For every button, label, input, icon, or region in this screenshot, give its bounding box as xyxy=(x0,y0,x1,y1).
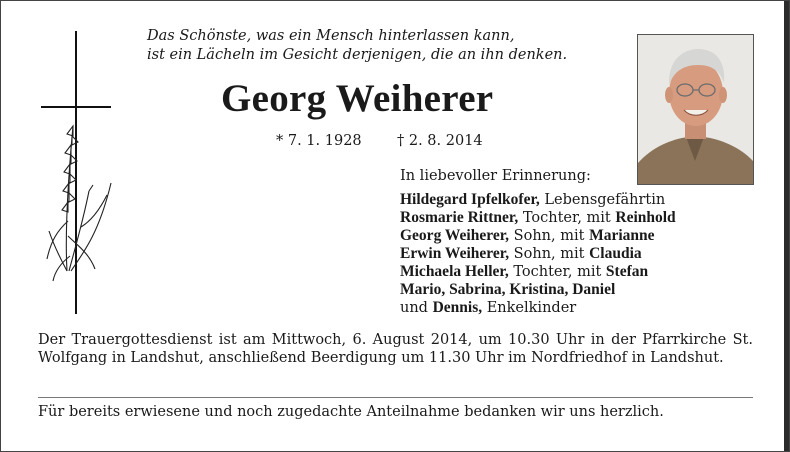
mourner-line xyxy=(400,263,740,281)
mourner-relation: Tochter, mit xyxy=(518,210,616,226)
mourner-name: Georg Weiherer, xyxy=(400,227,510,244)
birth-date: * 7. 1. 1928 xyxy=(276,133,362,149)
cross-with-wheat-icon xyxy=(37,31,117,321)
memorial-quote xyxy=(147,27,617,65)
mourner-partner: Dennis, xyxy=(432,299,483,316)
remembrance-intro: In liebevoller Erinnerung: xyxy=(400,168,591,184)
mourner-relation: Sohn, mit xyxy=(509,246,590,262)
mourner-relation: Sohn, mit xyxy=(509,228,590,244)
mourner-partner: Reinhold xyxy=(615,209,676,226)
frame-edge xyxy=(784,1,789,451)
portrait-photo xyxy=(637,34,754,185)
mourner-name: Erwin Weiherer, xyxy=(400,245,510,262)
mourner-name: Hildegard Ipfelkofer, xyxy=(400,191,540,208)
quote-line-2: ist ein Lächeln im Gesicht derjenigen, die an ihn denken. xyxy=(147,47,568,63)
mourner-line xyxy=(400,209,740,227)
death-date: † 2. 8. 2014 xyxy=(397,133,483,149)
mourner-partner: Marianne xyxy=(589,227,655,244)
mourner-line xyxy=(400,191,740,209)
life-dates xyxy=(276,133,483,149)
mourner-line xyxy=(400,245,740,263)
deceased-name: Georg Weiherer xyxy=(221,77,494,120)
mourner-relation: Tochter, mit xyxy=(508,264,606,280)
mourner-name: Rosmarie Rittner, xyxy=(400,209,519,226)
mourner-relation: und xyxy=(400,300,433,316)
mourner-name: Mario, Sabrina, Kristina, Daniel xyxy=(400,281,616,298)
mourner-line xyxy=(400,227,740,245)
mourner-name: Michaela Heller, xyxy=(400,263,509,280)
mourner-relation: Lebensgefährtin xyxy=(539,192,666,208)
funeral-service-info: Der Trauergottesdienst ist am Mittwoch, 6. August 2014, um 10.30 Uhr in der Pfarrkirche St. Wolfgang in Landshut, anschließend Beerdigung um 11.30 Uhr im Nordfriedhof in Landshut. xyxy=(38,332,753,366)
quote-line-1: Das Schönste, was ein Mensch hinterlassen kann, xyxy=(147,28,515,44)
divider xyxy=(38,397,753,398)
remembrance-list xyxy=(400,167,740,317)
mourner-partner: Claudia xyxy=(589,245,642,262)
mourner-suffix: Enkelkinder xyxy=(482,300,577,316)
mourner-line xyxy=(400,299,740,317)
mourner-line xyxy=(400,281,740,299)
thanks-note: Für bereits erwiesene und noch zugedachte Anteilnahme bedanken wir uns herzlich. xyxy=(38,404,664,420)
mourner-partner: Stefan xyxy=(605,263,649,280)
